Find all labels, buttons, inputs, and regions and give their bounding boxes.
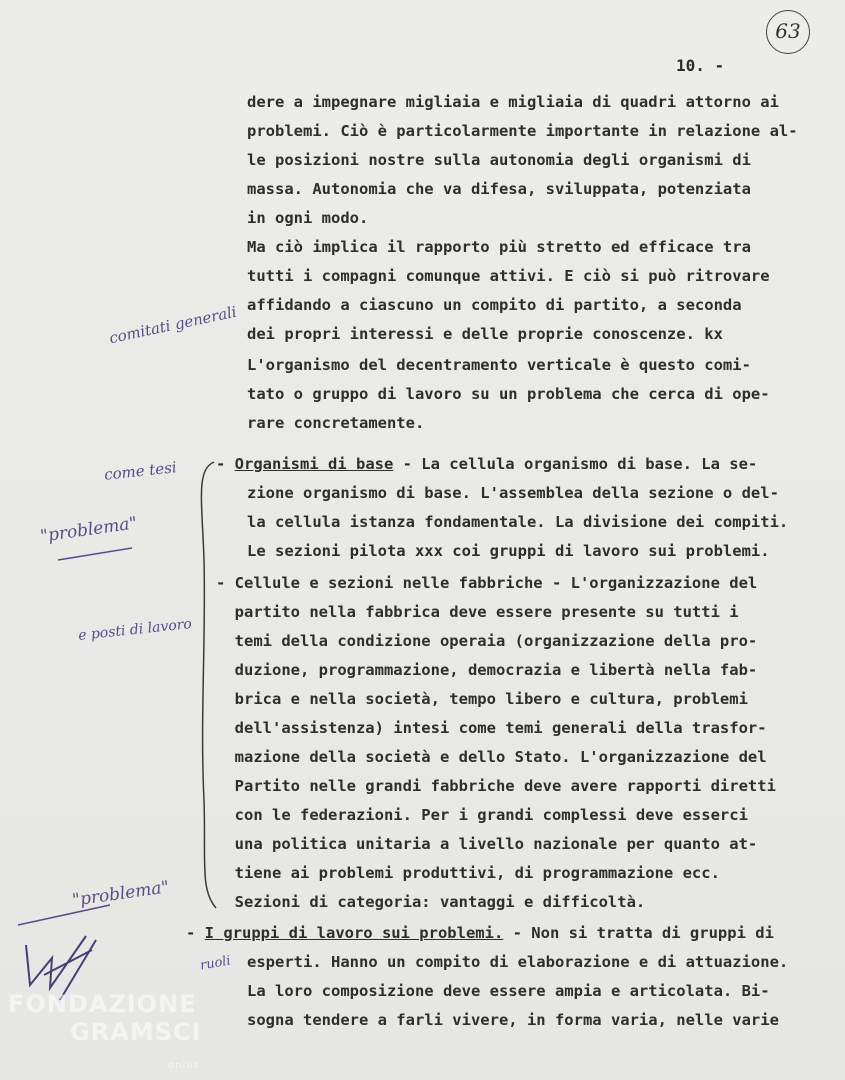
margin-note: ruoli xyxy=(198,953,232,974)
text-line: dell'assistenza) intesi come temi generali della trasfor- xyxy=(216,719,767,737)
text-line: massa. Autonomia che va difesa, sviluppata, potenziata xyxy=(247,180,751,198)
watermark-logo xyxy=(8,990,201,1080)
watermark-line xyxy=(8,1046,201,1080)
underline-stroke xyxy=(58,548,132,560)
text-line: dei propri interessi e delle proprie conoscenze. kx xyxy=(247,325,723,343)
text-line: tato o gruppo di lavoro su un problema che cerca di ope- xyxy=(247,385,770,403)
text-line: brica e nella società, tempo libero e cultura, problemi xyxy=(216,690,748,708)
text-line: duzione, programmazione, democrazia e libertà nella fab- xyxy=(216,661,758,679)
text-line: la cellula istanza fondamentale. La divisione dei compiti. xyxy=(247,513,789,531)
text-line: Ma ciò implica il rapporto più stretto ed efficace tra xyxy=(247,238,751,256)
text-line: problemi. Ciò è particolarmente importante in relazione al- xyxy=(247,122,798,140)
heading-rest: - Non si tratta di gruppi di xyxy=(503,924,774,942)
page-number: 10. - xyxy=(676,56,725,75)
text-line: le posizioni nostre sulla autonomia degli organismi di xyxy=(247,151,751,169)
watermark-small: onlus xyxy=(168,1060,200,1071)
margin-note: "problema" xyxy=(71,877,171,911)
section-heading: Organismi di base xyxy=(234,455,394,473)
text-line: Le sezioni pilota xxx coi gruppi di lavoro sui problemi. xyxy=(247,542,770,560)
text-line: Sezioni di categoria: vantaggi e difficoltà. xyxy=(216,893,646,911)
margin-bracket xyxy=(201,462,216,908)
text-line: con le federazioni. Per i grandi complessi deve esserci xyxy=(216,806,748,824)
text-line: tutti i compagni comunque attivi. E ciò si può ritrovare xyxy=(247,267,770,285)
margin-note: e posti di lavoro xyxy=(77,616,193,644)
text-line: tiene ai problemi produttivi, di programmazione ecc. xyxy=(216,864,720,882)
text-line: Partito nelle grandi fabbriche deve avere rapporti diretti xyxy=(216,777,776,795)
heading-rest: - La cellula organismo di base. La se- xyxy=(393,455,758,473)
margin-note: come tesi xyxy=(103,458,178,484)
list-dash: - xyxy=(216,455,235,473)
text-line: affidando a ciascuno un compito di partito, a seconda xyxy=(247,296,742,314)
text-line: in ogni modo. xyxy=(247,209,369,227)
text-line: mazione della società e dello Stato. L'organizzazione del xyxy=(216,748,767,766)
watermark-line: FONDAZIONE xyxy=(8,990,197,1018)
margin-note: comitati generali xyxy=(107,302,239,348)
text-line: una politica unitaria a livello nazionale per quanto at- xyxy=(216,835,758,853)
watermark-line: GRAMSCI xyxy=(70,1018,202,1046)
text-line: temi della condizione operaia (organizzazione della pro- xyxy=(216,632,758,650)
text-line: L'organismo del decentramento verticale è questo comi- xyxy=(247,356,751,374)
margin-note: "problema" xyxy=(39,513,139,547)
text-line: sogna tendere a farli vivere, in forma varia, nelle varie xyxy=(247,1011,779,1029)
text-line: La loro composizione deve essere ampia e articolata. Bi- xyxy=(247,982,770,1000)
list-dash: - xyxy=(186,924,205,942)
text-line: partito nella fabbrica deve essere presente su tutti i xyxy=(216,603,739,621)
section-heading: I gruppi di lavoro sui problemi. xyxy=(204,924,504,942)
text-line: zione organismo di base. L'assemblea della sezione o del- xyxy=(247,484,779,502)
text-line: rare concretamente. xyxy=(247,414,425,432)
handwritten-page-circle: 63 xyxy=(766,10,810,54)
underline-stroke xyxy=(18,905,110,925)
text-line: esperti. Hanno un compito di elaborazione e di attuazione. xyxy=(247,953,789,971)
text-line: - Cellule e sezioni nelle fabbriche - L'organizzazione del xyxy=(216,574,758,592)
text-line: dere a impegnare migliaia e migliaia di quadri attorno ai xyxy=(247,93,779,111)
